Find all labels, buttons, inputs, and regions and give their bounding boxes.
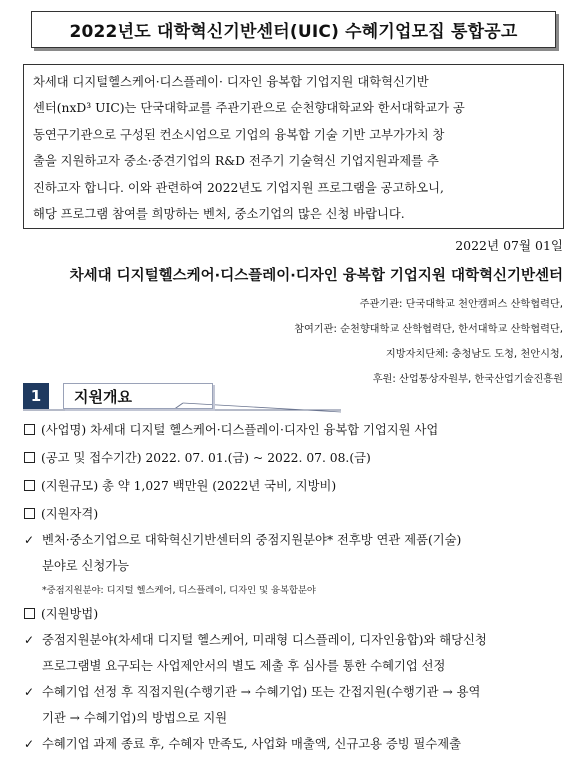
intro-line: 동연구기관으로 구성된 컨소시엄으로 기업의 융복합 기술 기반 고부가가치 창	[33, 127, 445, 142]
item-scale: (지원규모) 총 약 1,027 백만원 (2022년 국비, 지방비)	[24, 476, 336, 494]
org-lead: 주관기관: 단국대학교 천안캠퍼스 산학협력단,	[359, 299, 563, 310]
item-eligibility-detail-cont: 분야로 신청가능	[42, 559, 130, 573]
check-icon: ✓	[24, 633, 35, 647]
section-title: 지원개요	[63, 383, 213, 409]
intro-paragraph	[23, 64, 564, 229]
center-name: 차세대 디지털헬스케어·디스플레이·디자인 융복합 기업지원 대학혁신기반센터	[69, 268, 563, 284]
org-local-government: 지방자치단체: 충청남도 도청, 천안시청,	[385, 349, 563, 360]
intro-line: 진하고자 합니다. 이와 관련하여 2022년도 기업지원 프로그램을 공고하오니,	[33, 180, 444, 195]
checkbox-square-icon	[24, 608, 35, 619]
check-icon: ✓	[24, 685, 35, 699]
checkbox-square-icon	[24, 480, 35, 491]
item-method-1-cont: 프로그램별 요구되는 사업제안서의 별도 제출 후 심사를 통한 수혜기업 선정	[42, 659, 446, 673]
item-period: (공고 및 접수기간) 2022. 07. 01.(금) ~ 2022. 07. 08.(금)	[24, 448, 371, 466]
item-business-name: (사업명) 차세대 디지털 헬스케어·디스플레이·디자인 융복합 기업지원 사업	[24, 420, 438, 438]
section-header	[23, 383, 343, 411]
intro-line: 차세대 디지털헬스케어·디스플레이· 디자인 융복합 기업지원 대학혁신기반	[33, 75, 429, 89]
intro-line: 출을 지원하고자 중소·중견기업의 R&D 전주기 기술혁신 기업지원과제를 추	[33, 154, 439, 169]
item-method-2-cont: 기관 → 수혜기업)의 방법으로 지원	[42, 711, 228, 725]
item-method: (지원방법)	[24, 604, 98, 622]
org-sponsors: 후원: 산업통상자원부, 한국산업기술진흥원	[372, 374, 563, 385]
item-eligibility: (지원자격)	[24, 504, 98, 522]
check-icon: ✓	[24, 533, 35, 547]
check-icon: ✓	[24, 737, 35, 751]
item-method-2: ✓ 수혜기업 선정 후 직접지원(수행기관 → 수혜기업) 또는 간접지원(수행기관 → 용역	[24, 685, 481, 699]
item-method-1: ✓ 중점지원분야(차세대 디지털 헬스케어, 미래형 디스플레이, 디자인융합)와 해당신청	[24, 633, 487, 647]
intro-line: 센터(nxD³ UIC)는 단국대학교를 주관기관으로 순천향대학교와 한서대학교가 공	[33, 101, 465, 116]
item-method-3: ✓ 수혜기업 과제 종료 후, 수혜자 만족도, 사업화 매출액, 신규고용 증빙 필수제출	[24, 737, 462, 751]
footnote: *중점지원분야: 디지털 헬스케어, 디스플레이, 디자인 및 융복합분야	[42, 585, 316, 596]
checkbox-square-icon	[24, 452, 35, 463]
notice-title: 2022년도 대학혁신기반센터(UIC) 수혜기업모집 통합공고	[31, 11, 556, 48]
notice-date: 2022년 07월 01일	[455, 238, 563, 253]
intro-line: 해당 프로그램 참여를 희망하는 벤처, 중소기업의 많은 신청 바랍니다.	[33, 207, 405, 222]
checkbox-square-icon	[24, 508, 35, 519]
org-participants: 참여기관: 순천향대학교 산학협력단, 한서대학교 산학협력단,	[294, 324, 563, 335]
checkbox-square-icon	[24, 424, 35, 435]
item-eligibility-detail: ✓ 벤처·중소기업으로 대학혁신기반센터의 중점지원분야* 전후방 연관 제품(기술)	[24, 533, 462, 547]
section-number: 1	[23, 383, 49, 409]
